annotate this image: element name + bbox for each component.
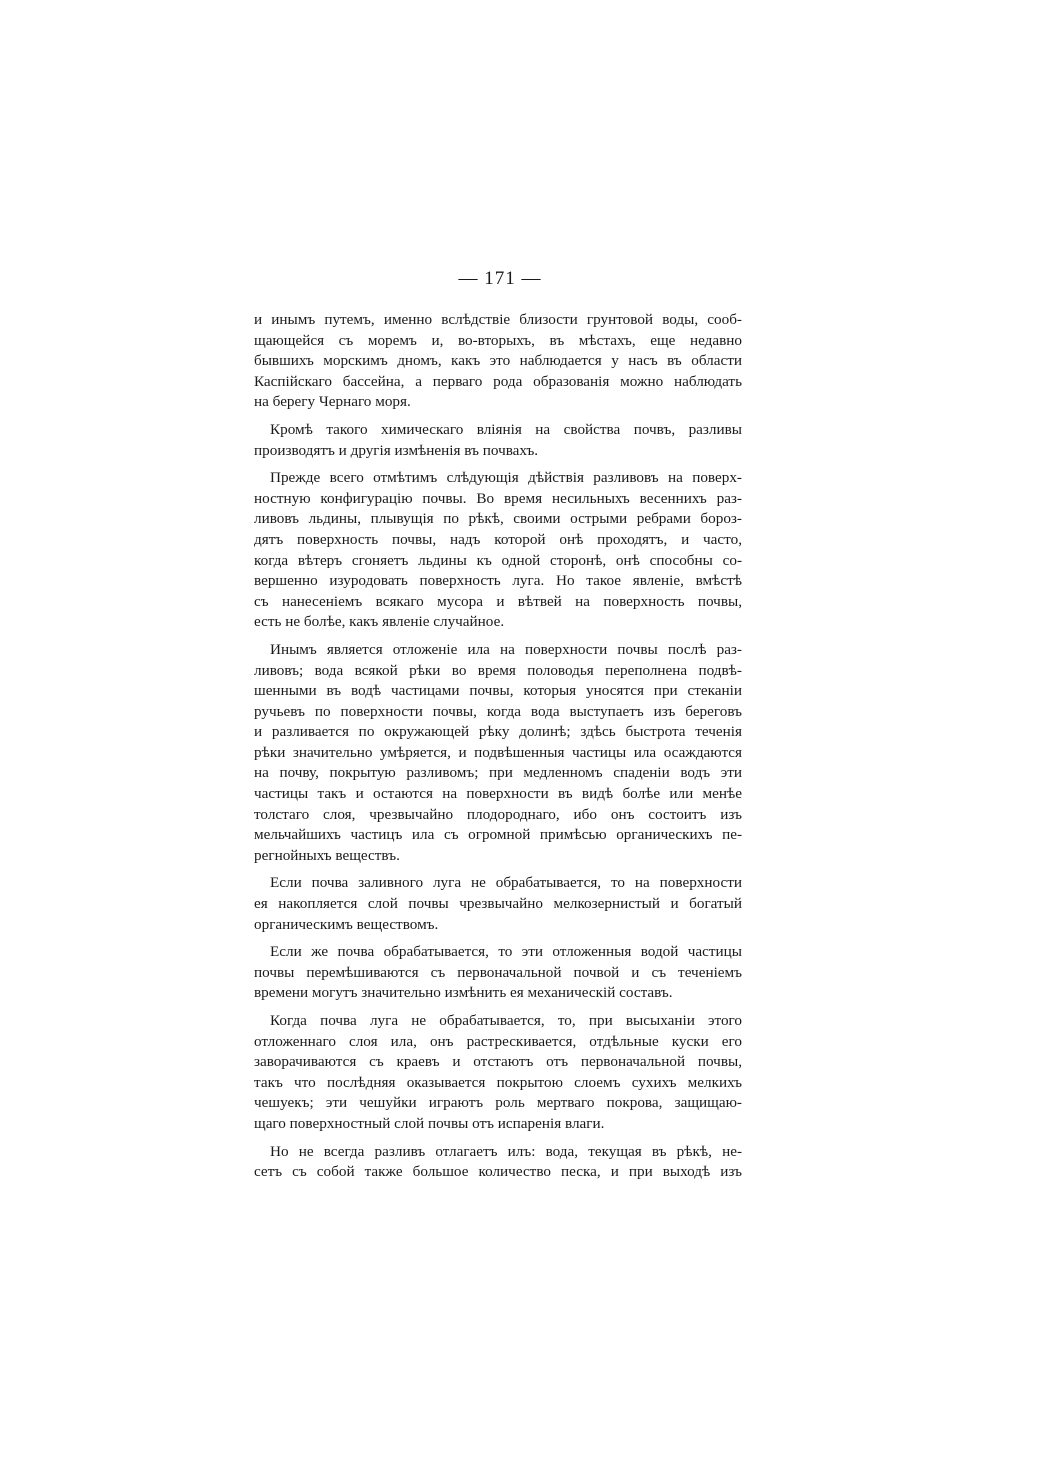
paragraph — [254, 1011, 742, 1135]
text-line: Но не всегда разливъ отлагаетъ илъ: вода, текущая въ рѣкѣ, не- — [270, 1142, 742, 1160]
text-line: Каспійскаго бассейна, а перваго рода образованія можно наблюдать — [254, 372, 742, 390]
text-line: отложеннаго слоя ила, онъ растрескивается, отдѣльные куски его — [254, 1032, 742, 1050]
paragraph — [254, 640, 742, 867]
text-line: рѣки значительно умѣряется, и подвѣшенныя частицы ила осаждаются — [254, 743, 742, 761]
text-line: на почву, покрытую разливомъ; при медленномъ спаденіи водъ эти — [254, 764, 742, 782]
text-line: когда вѣтеръ сгоняетъ льдины къ одной сторонѣ, онѣ способны со- — [254, 551, 742, 569]
text-line: шенными въ водѣ частицами почвы, которыя уносятся при стеканіи — [254, 682, 742, 700]
paragraph — [254, 468, 742, 633]
text-line: толстаго слоя, чрезвычайно плодороднаго, ибо онъ состоитъ изъ — [254, 805, 742, 823]
text-line: производятъ и другія измѣненія въ почвахъ. — [254, 441, 539, 459]
text-line: щающейся съ моремъ и, во-вторыхъ, въ мѣстахъ, еще недавно — [254, 331, 742, 349]
paragraph — [254, 873, 742, 935]
text-line: бывшихъ морскимъ дномъ, какъ это наблюдается у насъ въ области — [254, 352, 742, 370]
text-line: щаго поверхностный слой почвы отъ испаренія влаги. — [254, 1114, 605, 1132]
body-text — [254, 310, 742, 1190]
text-line: сетъ съ собой также большое количество песка, и при выходѣ изъ — [254, 1163, 742, 1181]
text-line: чешуекъ; эти чешуйки играютъ роль мертваго покрова, защищаю- — [254, 1094, 742, 1112]
text-line: ливовъ; вода всякой рѣки во время половодья переполнена подвѣ- — [254, 661, 742, 679]
paragraph — [254, 942, 742, 1004]
text-line: Когда почва луга не обрабатывается, то, при высыханіи этого — [270, 1012, 742, 1029]
paragraph — [254, 420, 742, 461]
text-line: ностную конфигурацію почвы. Во время несильныхъ весеннихъ раз- — [254, 489, 742, 507]
text-line: Если же почва обрабатывается, то эти отложенныя водой частицы — [270, 943, 742, 961]
text-line: дятъ поверхность почвы, надъ которой онѣ проходятъ, и часто, — [254, 530, 742, 548]
paragraph — [254, 1142, 742, 1183]
text-line: почвы перемѣшиваются съ первоначальной почвой и съ теченіемъ — [254, 963, 742, 981]
text-line: Кромѣ такого химическаго вліянія на свойства почвъ, разливы — [270, 420, 742, 438]
text-line: Если почва заливного луга не обрабатывается, то на поверхности — [270, 874, 742, 892]
text-line: частицы такъ и остаются на поверхности въ видѣ болѣе или менѣе — [254, 785, 742, 803]
text-line: ея накопляется слой почвы чрезвычайно мелкозернистый и богатый — [254, 895, 742, 913]
text-line: ливовъ льдины, плывущія по рѣкѣ, своими острыми ребрами бороз- — [254, 510, 742, 528]
text-line: и разливается по окружающей рѣку долинѣ; здѣсь быстрота теченія — [254, 723, 742, 741]
paragraph — [254, 310, 742, 413]
text-line: времени могутъ значительно измѣнить ея механическій составъ. — [254, 984, 673, 1002]
text-line: регнойныхъ веществъ. — [254, 846, 400, 864]
text-line: органическимъ веществомъ. — [254, 915, 439, 933]
text-line: мельчайшихъ частицъ ила съ огромной примѣсью органическихъ пе- — [254, 826, 742, 844]
text-line: заворачиваются съ краевъ и отстаютъ отъ первоначальной почвы, — [254, 1053, 742, 1071]
page-number: — 171 — — [458, 268, 542, 289]
text-line: на берегу Чернаго моря. — [254, 393, 411, 411]
text-line: Инымъ является отложеніе ила на поверхности почвы послѣ раз- — [270, 640, 742, 658]
text-line: такъ что послѣдняя оказывается покрытою слоемъ сухихъ мелкихъ — [254, 1073, 742, 1091]
text-line: съ нанесеніемъ всякаго мусора и вѣтвей на поверхность почвы, — [254, 592, 742, 610]
text-line: есть не болѣе, какъ явленіе случайное. — [254, 613, 505, 631]
text-line: и инымъ путемъ, именно вслѣдствіе близости грунтовой воды, сооб- — [254, 311, 742, 328]
text-line: ручьевъ по поверхности почвы, когда вода выступаетъ изъ береговъ — [254, 702, 742, 720]
text-line: Прежде всего отмѣтимъ слѣдующія дѣйствія разливовъ на поверх- — [270, 469, 742, 487]
text-line: вершенно изуродовать поверхность луга. Но такое явленіе, вмѣстѣ — [254, 572, 742, 590]
